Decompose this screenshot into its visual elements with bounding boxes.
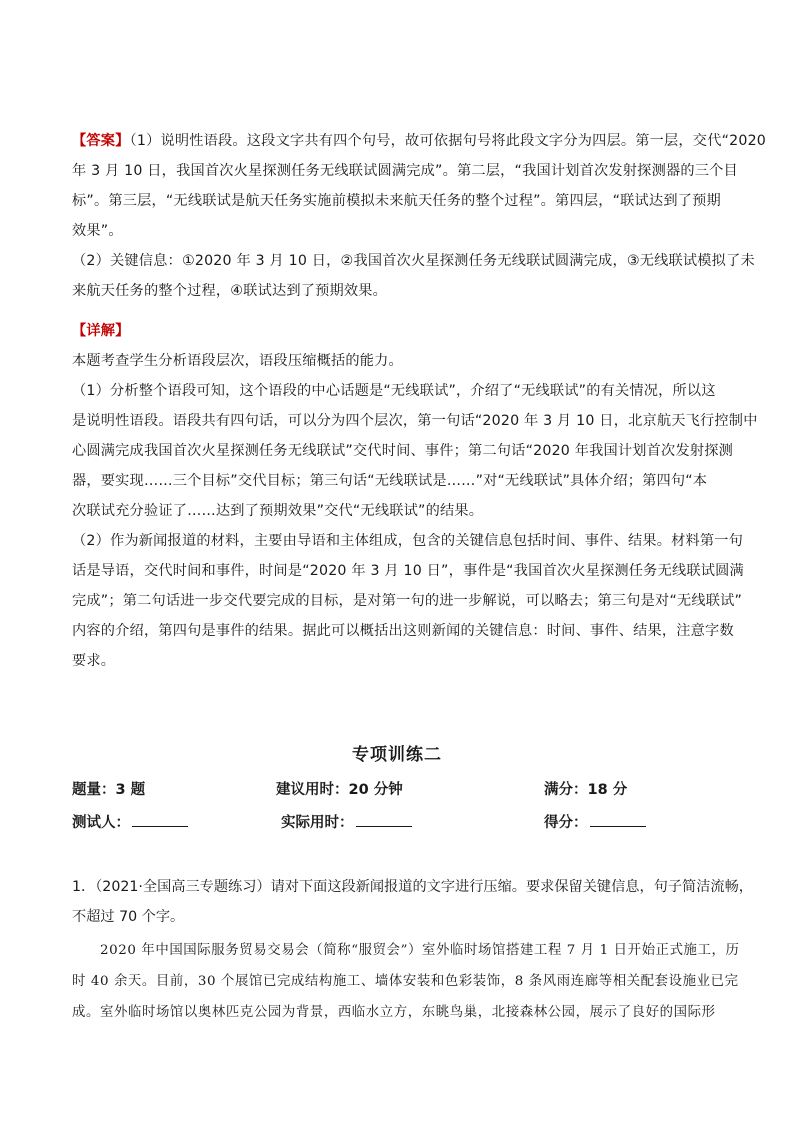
actual-time-field: 实际用时： <box>281 811 412 832</box>
score-blank <box>590 812 646 827</box>
tester-field: 测试人： <box>72 811 188 832</box>
full-score: 满分：18 分 <box>544 782 628 798</box>
question-count: 题量：3 题 <box>72 782 146 798</box>
tester-blank <box>132 812 188 827</box>
detail-line: 心圆满完成我国首次火星探测任务无线联试”交代时间、事件；第二句话“2020 年我国计划首次发射探测 <box>72 443 733 459</box>
detail-line: 话是导语，交代时间和事件，时间是“2020 年 3 月 10 日”，事件是“我国首次火星探测任务无线联试圆满 <box>72 563 744 579</box>
question-line: 不超过 70 个字。 <box>72 909 185 925</box>
suggested-time: 建议用时：20 分钟 <box>276 782 403 798</box>
detail-line: 本题考查学生分析语段层次，语段压缩概括的能力。 <box>72 353 403 369</box>
detail-line: 次联试充分验证了……达到了预期效果”交代“无线联试”的结果。 <box>72 503 484 519</box>
detail-line: 完成”；第二句话进一步交代要完成的目标，是对第一句的进一步解说，可以略去；第三句是对“无线联试” <box>72 593 743 609</box>
passage-line: 2020 年中国国际服务贸易交易会（简称“服贸会”）室外临时场馆搭建工程 7 月 1 日开始正式施工，历 <box>100 943 740 958</box>
detail-tag: 【详解】 <box>72 323 130 339</box>
passage-line: 时 40 余天。目前，30 个展馆已完成结构施工、墙体安装和色彩装饰，8 条风雨连廊等相关配套设施业已完 <box>72 974 739 989</box>
section-title: 专项训练二 <box>352 745 442 765</box>
question-1 <box>72 872 753 932</box>
actual-time-blank <box>356 812 412 827</box>
answer-line: 年 3 月 10 日，我国首次火星探测任务无线联试圆满完成”。第二层，“我国计划首次发射探测器的三个目 <box>72 163 738 179</box>
detail-line: 内容的介绍，第四句是事件的结果。据此可以概括出这则新闻的关键信息：时间、事件、结果，注意字数 <box>72 623 734 639</box>
answer-line: 【答案】（1）说明性语段。这段文字共有四个句号，故可依据句号将此段文字分为四层。第一层，交代“2020 <box>72 133 767 149</box>
detail-section <box>72 316 758 676</box>
detail-line: （1）分析整个语段可知，这个语段的中心话题是“无线联试”，介绍了“无线联试”的有关情况，所以这 <box>72 383 716 399</box>
answer-line: 来航天任务的整个过程，④联试达到了预期效果。 <box>72 283 388 299</box>
answer-tag: 【答案】 <box>72 133 130 149</box>
score-field: 得分： <box>544 811 646 832</box>
answer-line: （2）关键信息：①2020 年 3 月 10 日，②我国首次火星探测任务无线联试圆满完成，③无线联试模拟了未 <box>72 253 755 269</box>
news-passage <box>72 935 740 1028</box>
detail-line: （2）作为新闻报道的材料，主要由导语和主体组成，包含的关键信息包括时间、事件、结果。材料第一句 <box>72 533 744 549</box>
answer-line: 标”。第三层，“无线联试是航天任务实施前模拟未来航天任务的整个过程”。第四层，“联试达到了预期 <box>72 193 721 209</box>
detail-line: 器，要实现……三个目标”交代目标；第三句话“无线联试是……”对“无线联试”具体介绍；第四句“本 <box>72 473 708 489</box>
passage-line: 成。室外临时场馆以奥林匹克公园为背景，西临水立方，东眺鸟巢，北接森林公园，展示了良好的国际形 <box>72 1005 716 1020</box>
answer-line: 效果”。 <box>72 223 123 239</box>
question-line: 1．（2021·全国高三专题练习）请对下面这段新闻报道的文字进行压缩。要求保留关键信息，句子简洁流畅， <box>72 879 753 895</box>
answer-section <box>72 126 767 306</box>
detail-line: 要求。 <box>72 653 116 669</box>
detail-line: 是说明性语段。语段共有四句话，可以分为四个层次，第一句话“2020 年 3 月 10 日，北京航天飞行控制中 <box>72 413 758 429</box>
